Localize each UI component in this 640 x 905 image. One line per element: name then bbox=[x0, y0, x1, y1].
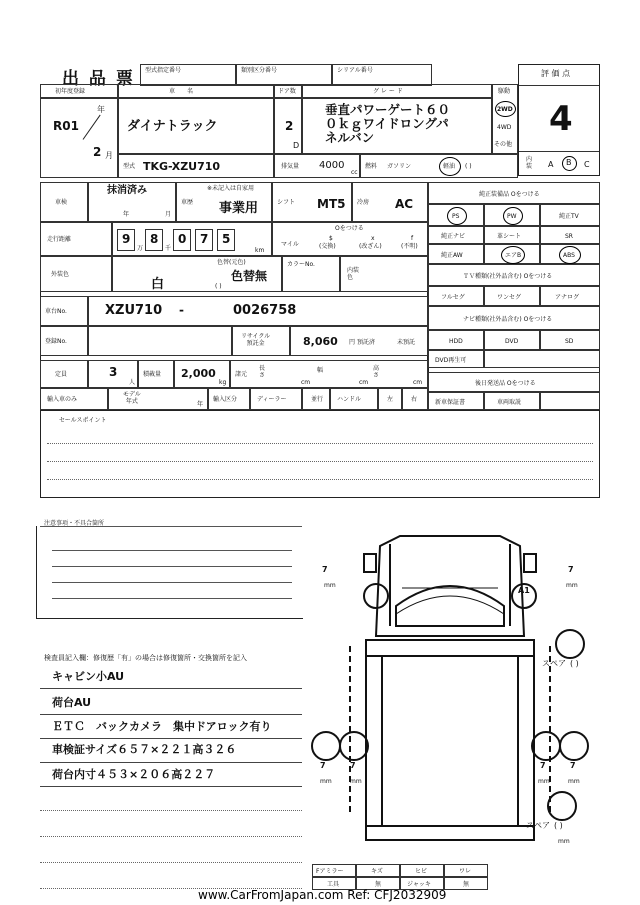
note-line-5: 荷台内寸４５３×２０６高２２７ bbox=[52, 768, 216, 781]
grade-text: 垂直パワーゲート６０ ０ｋｇワイドロングパ ネルバン bbox=[325, 102, 451, 145]
score-label: 評 価 点 bbox=[541, 69, 571, 78]
color-value: 白 bbox=[151, 277, 165, 292]
disp-cell: 排気量 4000 cc bbox=[274, 154, 360, 178]
first-reg-year: R01 bbox=[53, 119, 79, 133]
first-reg-month: 2 bbox=[93, 145, 102, 159]
name-header: 車 名 bbox=[118, 84, 274, 98]
name-cell bbox=[118, 98, 274, 154]
truck-diagram bbox=[300, 526, 600, 866]
model-cell: 型式 TKG-XZU710 bbox=[118, 154, 274, 178]
history-value: 事業用 bbox=[219, 201, 259, 216]
class-code-box: 類別区分番号 bbox=[236, 64, 332, 86]
spare-tire-2 bbox=[548, 792, 576, 820]
mileage-cell: 9 万 8 千 0 7 5 km bbox=[112, 222, 272, 256]
grade-header: グ レ ー ド bbox=[302, 84, 492, 98]
drive-cell: 駆動 2WD 4WD その他 bbox=[492, 84, 518, 154]
tire-rear-left-out bbox=[312, 732, 340, 760]
left-mirror bbox=[364, 554, 376, 572]
serial-box: シリアル番号 bbox=[332, 64, 432, 86]
note-line-2: 荷台AU bbox=[52, 696, 92, 709]
spare-tire-1 bbox=[556, 630, 584, 658]
tire-front-left bbox=[364, 584, 388, 608]
shift-value: MT5 bbox=[317, 197, 346, 211]
note-line-3: ＥＴＣ バックカメラ 集中ドアロック有り bbox=[52, 720, 272, 733]
note-line-4: 車検証サイズ６５７×２２１高３２６ bbox=[52, 743, 237, 756]
form-title: 出 品 票 bbox=[62, 69, 135, 89]
note-line-1: キャビン小AU bbox=[52, 670, 125, 683]
windshield bbox=[396, 586, 504, 626]
tire-rear-left-in bbox=[340, 732, 368, 760]
grade-cell bbox=[302, 98, 492, 154]
notes-box bbox=[36, 526, 303, 619]
interior-grade: 内装 A B C bbox=[526, 156, 590, 170]
model-code-box: 型式指定番号 bbox=[140, 64, 236, 86]
right-mirror bbox=[524, 554, 536, 572]
sales-point-box: セールスポイント bbox=[40, 410, 600, 498]
inspector-label: 検査員記入欄：修復歴「有」の場合は修復箇所・交換箇所を記入 bbox=[44, 654, 247, 662]
first-reg-header: 初年度登録 bbox=[40, 84, 118, 98]
fuel-cell: 燃料 ガソリン 軽油 ( ) bbox=[360, 154, 518, 178]
first-reg-cell: 年 R01 2 月 bbox=[40, 98, 118, 178]
notes-label: 注意事項・不具合箇所 bbox=[44, 520, 105, 527]
color-change-value: 色替無 bbox=[231, 269, 268, 283]
tire-rear-right-in bbox=[532, 732, 560, 760]
score-value: 4 bbox=[549, 99, 573, 139]
inspection-value: 抹消済み bbox=[107, 185, 147, 196]
tire-rear-right-out bbox=[560, 732, 588, 760]
doors-cell: 2 D bbox=[274, 98, 302, 154]
ac-value: AC bbox=[395, 197, 414, 211]
chassis-cell: XZU710 - 0026758 bbox=[88, 296, 428, 326]
doors-header: ドア数 bbox=[274, 84, 302, 98]
model-value: TKG-XZU710 bbox=[143, 160, 221, 173]
cargo-body bbox=[366, 640, 534, 840]
vehicle-name: ダイナトラック bbox=[127, 119, 218, 134]
damage-a1: A1 bbox=[518, 586, 530, 595]
watermark-text: www.CarFromJapan.com Ref: CFJ2032909 bbox=[198, 888, 447, 902]
